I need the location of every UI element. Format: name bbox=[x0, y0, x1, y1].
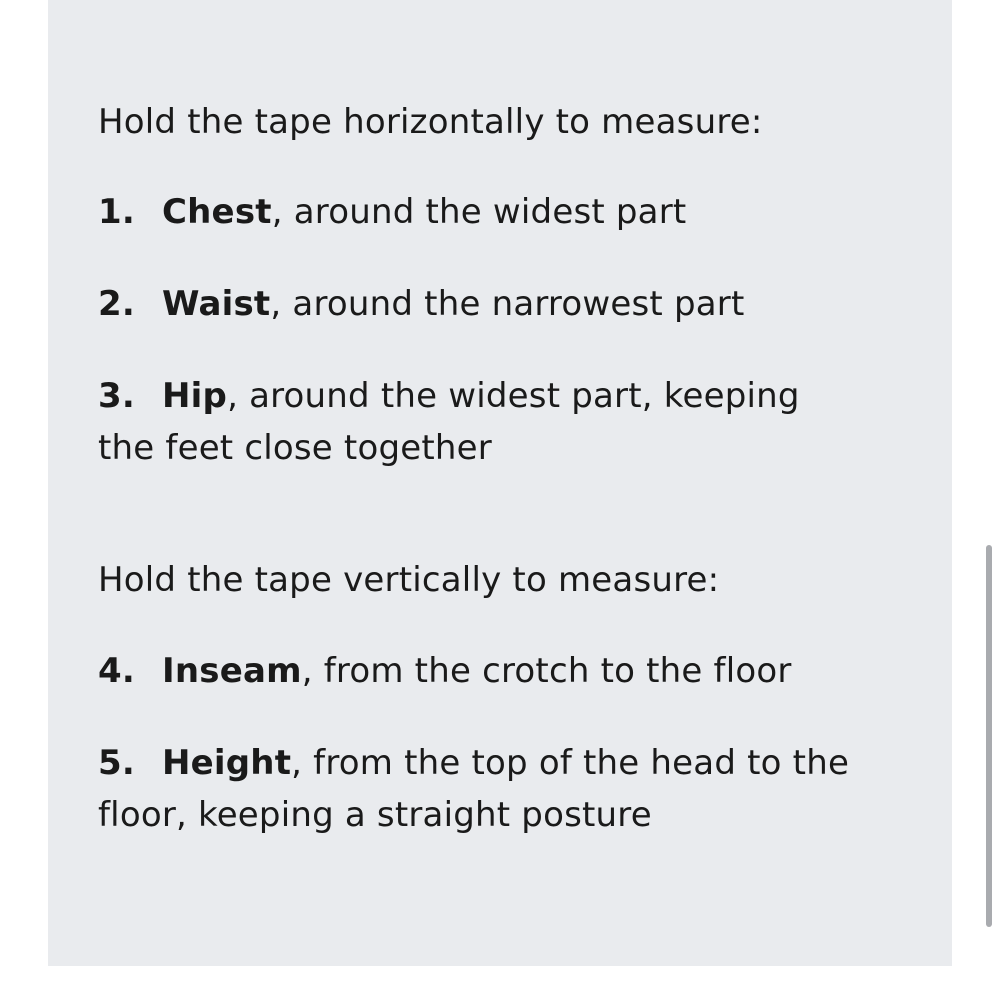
item-description: , around the narrowest part bbox=[270, 284, 745, 324]
item-description: , from the crotch to the floor bbox=[301, 651, 792, 691]
vertical-section-heading: Hold the tape vertically to measure: bbox=[98, 560, 720, 600]
item-term: Waist bbox=[162, 284, 271, 324]
item-description: , from the top of the head to the floor, keeping a straight posture bbox=[98, 743, 850, 835]
item-term: Chest bbox=[162, 192, 272, 232]
item-number: 2. bbox=[98, 284, 135, 324]
item-number: 5. bbox=[98, 743, 135, 783]
list-item-hip bbox=[98, 370, 858, 474]
item-number: 1. bbox=[98, 192, 135, 232]
list-item-height bbox=[98, 737, 858, 841]
item-number: 3. bbox=[98, 376, 135, 416]
item-description: , around the widest part bbox=[271, 192, 687, 232]
list-item-chest bbox=[98, 186, 858, 238]
item-term: Hip bbox=[162, 376, 228, 416]
item-number: 4. bbox=[98, 651, 135, 691]
item-term: Inseam bbox=[162, 651, 302, 691]
vertical-scrollbar[interactable] bbox=[986, 545, 992, 927]
item-term: Height bbox=[162, 743, 292, 783]
list-item-inseam bbox=[98, 645, 858, 697]
horizontal-section-heading: Hold the tape horizontally to measure: bbox=[98, 102, 763, 142]
item-description: , around the widest part, keeping the feet close together bbox=[98, 376, 800, 468]
list-item-waist bbox=[98, 278, 858, 330]
